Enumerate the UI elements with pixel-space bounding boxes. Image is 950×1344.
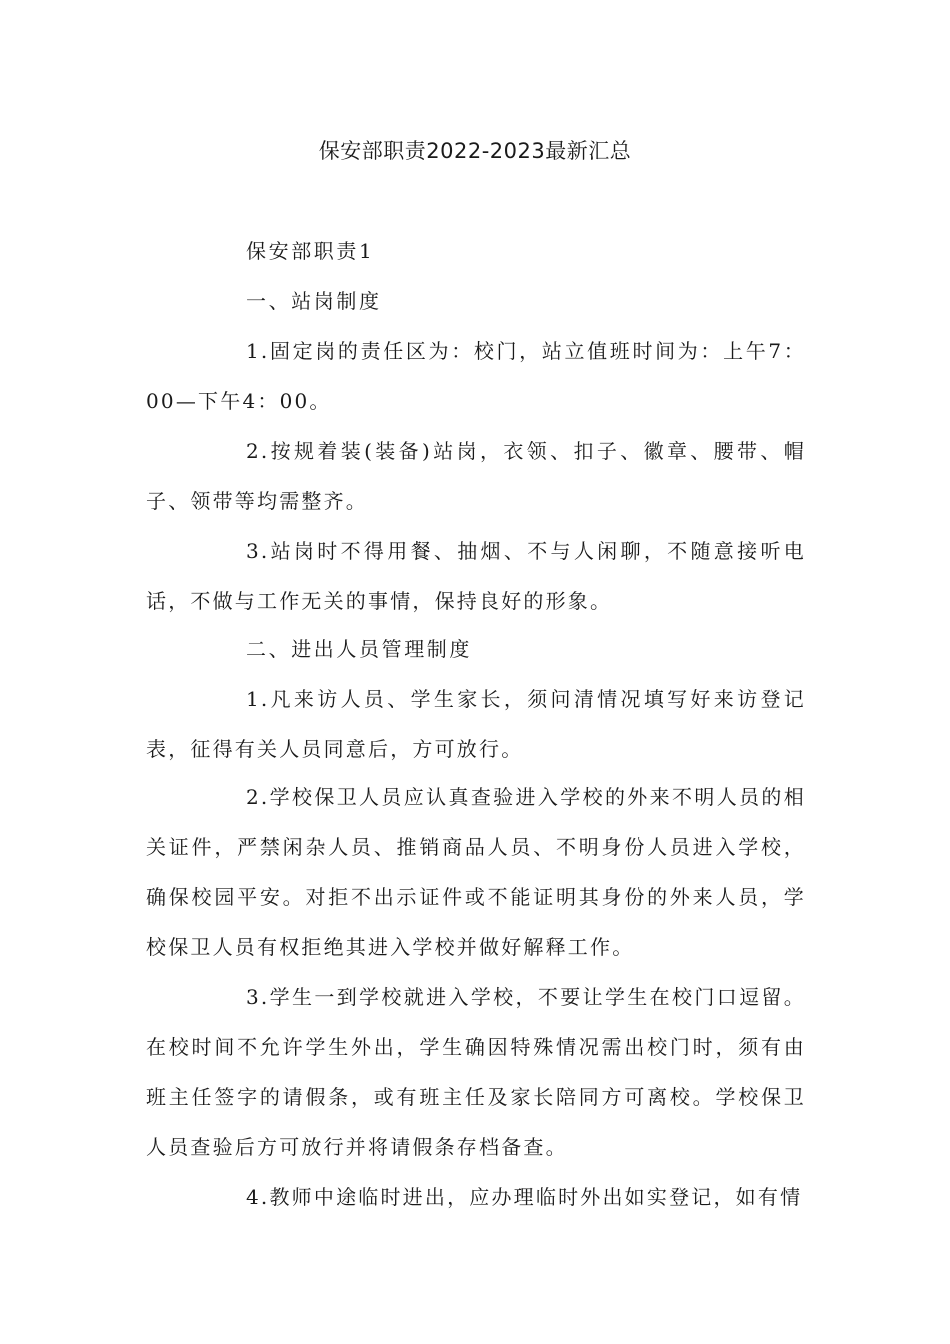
paragraph: 1.凡来访人员、学生家长，须问清情况填写好来访登记表，征得有关人员同意后，方可放行。	[146, 687, 806, 761]
document-title: 保安部职责2022-2023最新汇总	[318, 139, 632, 163]
paragraph: 3.学生一到学校就进入学校，不要让学生在校门口逗留。在校时间不允许学生外出，学生确因特殊情况需出校门时，须有由班主任签字的请假条，或有班主任及家长陪同方可离校。学校保卫人员查验后方可放行并将请假条存档备查。	[146, 985, 806, 1159]
paragraph: 4.教师中途临时进出，应办理临时外出如实登记，如有情	[246, 1185, 803, 1209]
section-heading: 保安部职责1	[246, 239, 375, 263]
subsection-heading: 一、站岗制度	[246, 289, 382, 313]
paragraph: 3.站岗时不得用餐、抽烟、不与人闲聊，不随意接听电话，不做与工作无关的事情，保持良好的形象。	[146, 539, 806, 613]
paragraph: 2.按规着装(装备)站岗，衣领、扣子、徽章、腰带、帽子、领带等均需整齐。	[146, 439, 806, 513]
subsection-heading: 二、进出人员管理制度	[246, 637, 472, 661]
paragraph: 1.固定岗的责任区为：校门，站立值班时间为：上午7：00—下午4：00。	[146, 339, 806, 413]
paragraph: 2.学校保卫人员应认真查验进入学校的外来不明人员的相关证件，严禁闲杂人员、推销商品人员、不明身份人员进入学校，确保校园平安。对拒不出示证件或不能证明其身份的外来人员，学校保卫人员有权拒绝其进入学校并做好解释工作。	[146, 785, 806, 959]
